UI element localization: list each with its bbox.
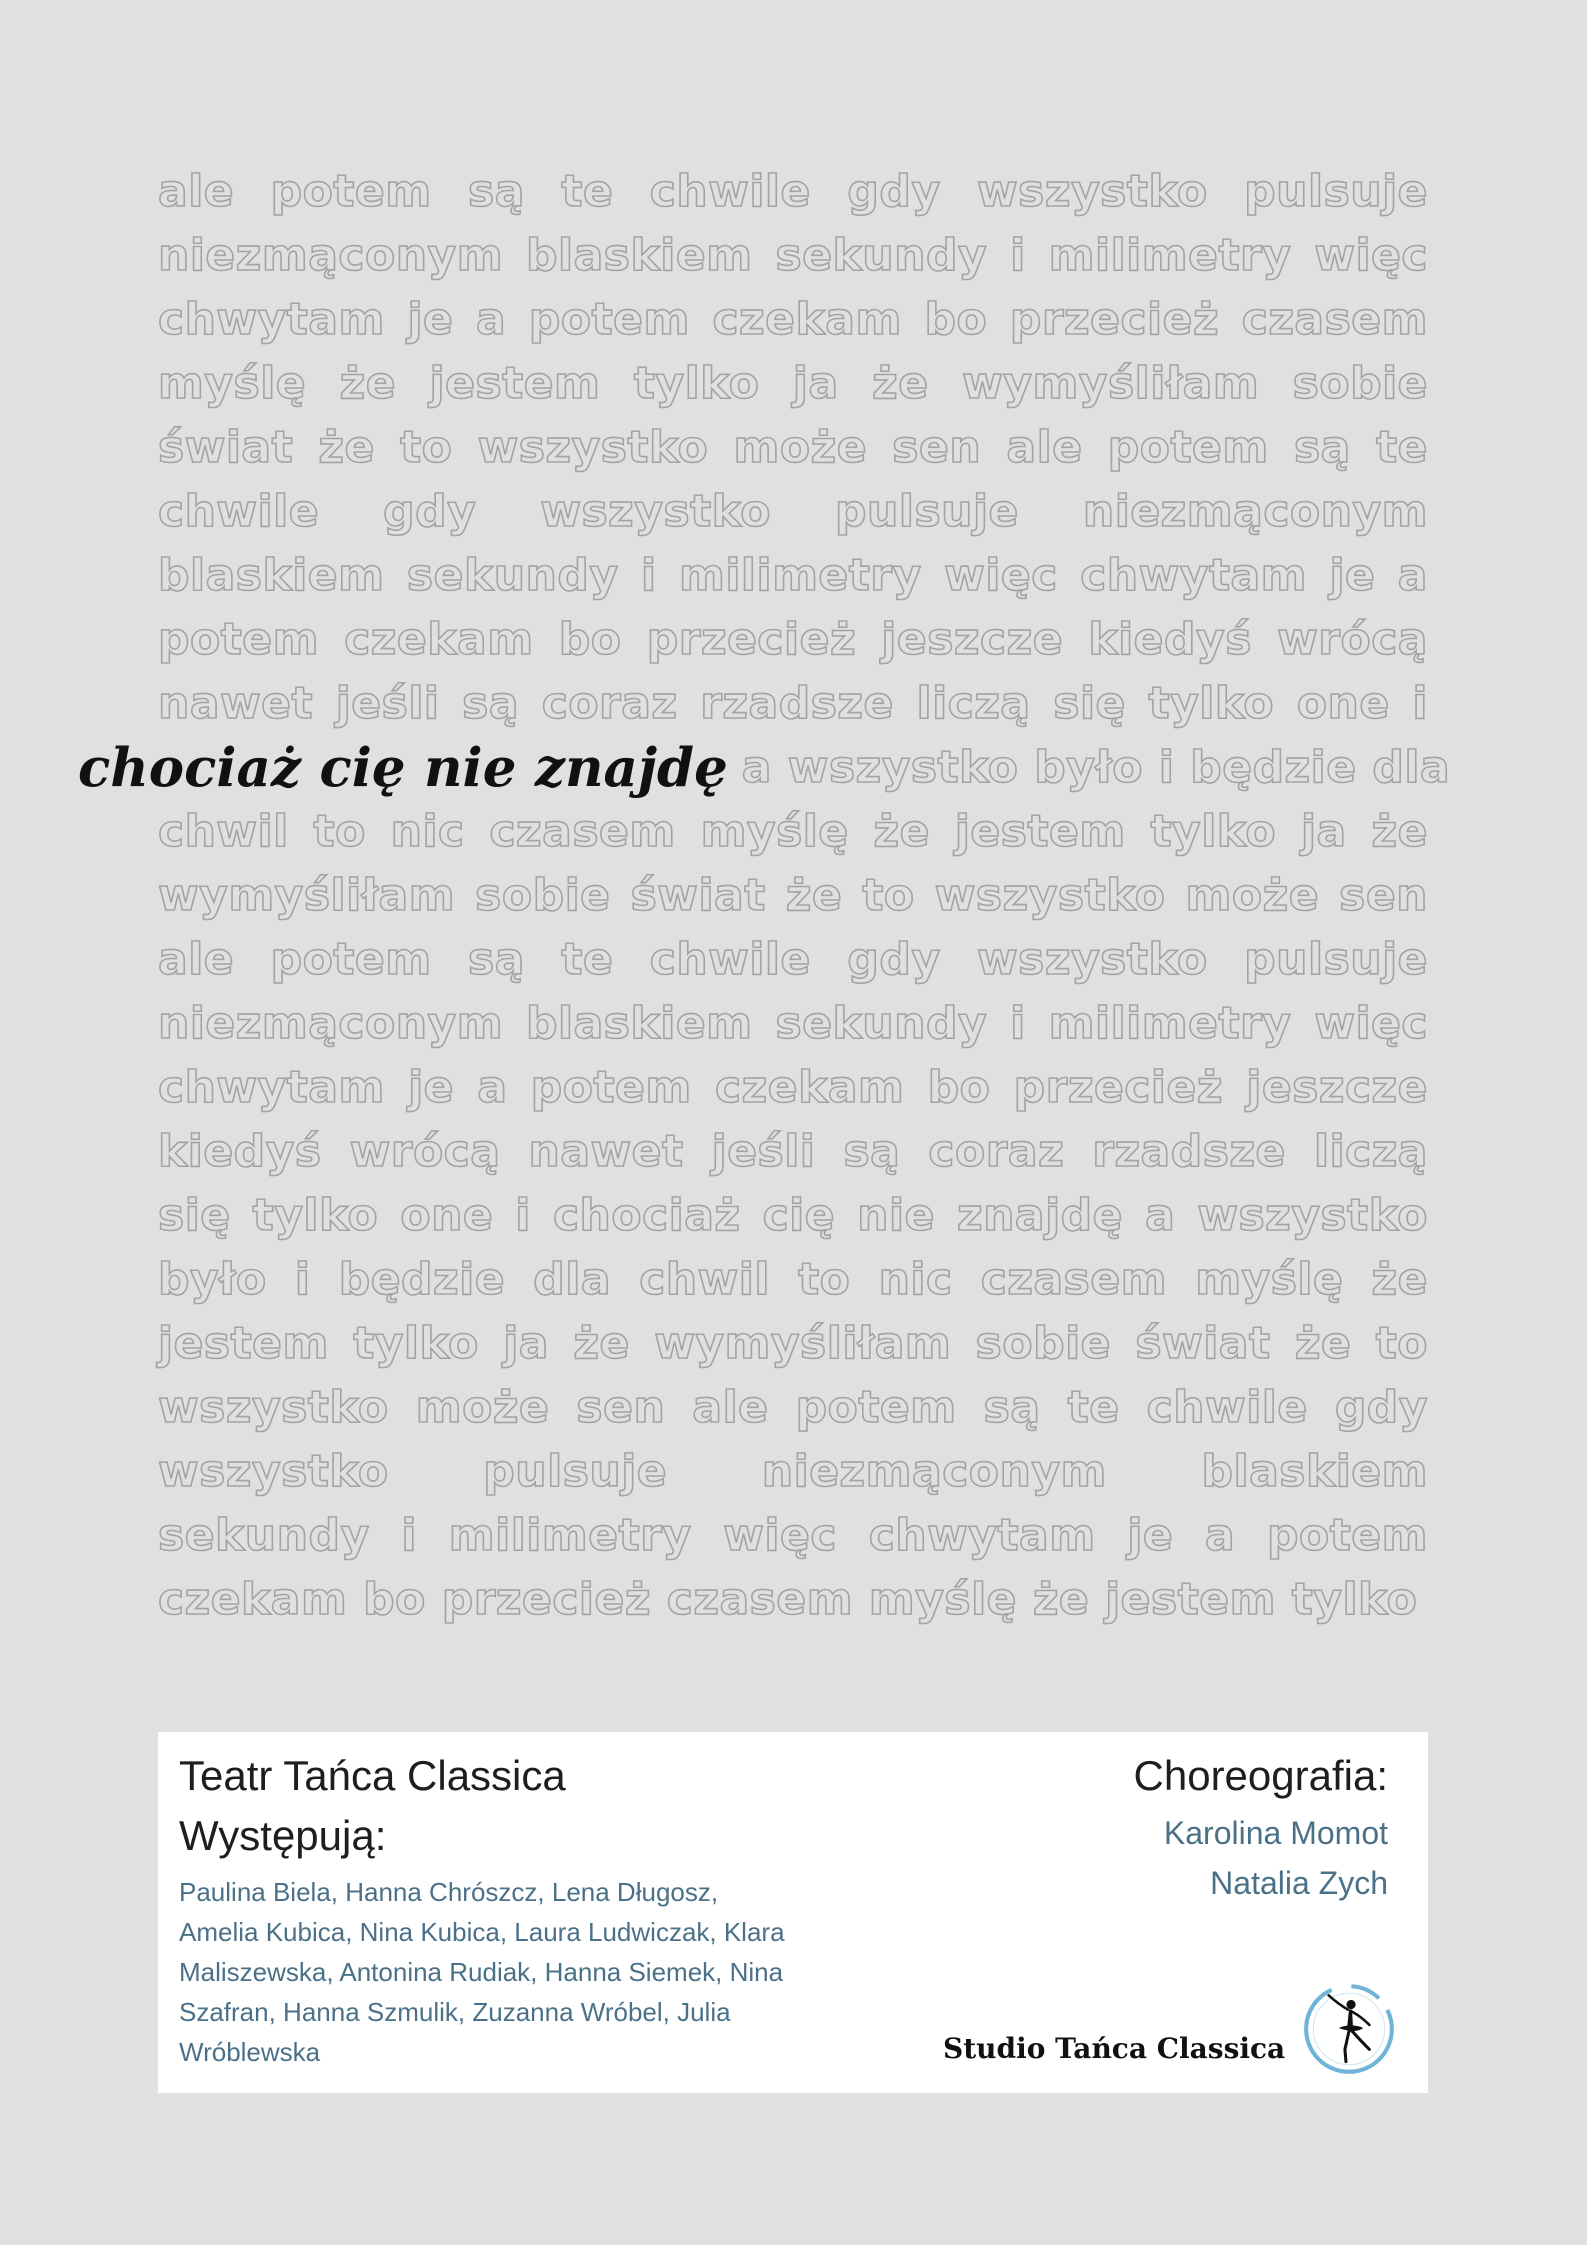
poem-line: było i będzie dla chwil to nic czasem myślę że — [158, 1254, 1428, 1305]
performers-list — [179, 1872, 869, 2072]
poem-line: wymyśliłam sobie świat że to wszystko może sen — [158, 870, 1428, 921]
highlighted-phrase: chociaż cię nie znajdę — [78, 737, 728, 799]
poem-line: sekundy i milimetry więc chwytam je a potem — [158, 1510, 1428, 1561]
ballerina-logo-icon — [1298, 1978, 1400, 2080]
poem-line: niezmąconym blaskiem sekundy i milimetry więc — [158, 230, 1428, 281]
company-name: Teatr Tańca Classica — [179, 1752, 566, 1799]
performers-line: Szafran, Hanna Szmulik, Zuzanna Wróbel, Julia — [179, 1997, 731, 2027]
poem-line: blaskiem sekundy i milimetry więc chwytam je a — [158, 550, 1428, 601]
performers-heading: Występują: — [179, 1812, 387, 1859]
poem-line: chwytam je a potem czekam bo przecież czasem — [158, 294, 1428, 345]
choreography-heading: Choreografia: — [1133, 1752, 1388, 1799]
poem-line: czekam bo przecież czasem myślę że jestem tylko — [158, 1574, 1418, 1625]
poem-line: chwytam je a potem czekam bo przecież jeszcze — [158, 1062, 1428, 1113]
poem-line-remainder: a wszystko było i będzie dla — [741, 742, 1451, 793]
poem-line: ale potem są te chwile gdy wszystko pulsuje — [158, 166, 1428, 217]
choreographers-list — [1164, 1808, 1388, 1908]
poem-line: nawet jeśli są coraz rzadsze liczą się tylko one i — [158, 678, 1428, 729]
performers-line: Amelia Kubica, Nina Kubica, Laura Ludwiczak, Klara — [179, 1917, 785, 1947]
performers-line: Maliszewska, Antonina Rudiak, Hanna Siemek, Nina — [179, 1957, 784, 1987]
poem-line: chwile gdy wszystko pulsuje niezmąconym — [158, 486, 1428, 537]
choreographer-name: Karolina Momot — [1163, 1815, 1388, 1851]
performers-line: Paulina Biela, Hanna Chrószcz, Lena Długosz, — [179, 1877, 719, 1907]
poem-line: jestem tylko ja że wymyśliłam sobie świat że to — [158, 1318, 1428, 1369]
poem-line: świat że to wszystko może sen ale potem są te — [158, 422, 1428, 473]
poem-line: wszystko pulsuje niezmąconym blaskiem — [158, 1446, 1428, 1497]
poem-line: myślę że jestem tylko ja że wymyśliłam sobie — [158, 358, 1428, 409]
choreographer-name: Natalia Zych — [1210, 1865, 1388, 1901]
poem-line: kiedyś wrócą nawet jeśli są coraz rzadsze liczą — [158, 1126, 1428, 1177]
poem-line: potem czekam bo przecież jeszcze kiedyś wrócą — [158, 614, 1428, 665]
poem-line: chwil to nic czasem myślę że jestem tylko ja że — [158, 806, 1428, 857]
poem-line: się tylko one i chociaż cię nie znajdę a wszystko — [158, 1190, 1428, 1241]
poem-highlight-line — [78, 736, 1451, 800]
studio-name: Studio Tańca Classica — [943, 2032, 1286, 2065]
performers-line: Wróblewska — [179, 2037, 321, 2067]
poem-line: ale potem są te chwile gdy wszystko pulsuje — [158, 934, 1428, 985]
poem-line: wszystko może sen ale potem są te chwile gdy — [158, 1382, 1428, 1433]
credits-panel — [158, 1732, 1428, 2093]
poem-text-block — [78, 160, 1451, 1632]
poem-line: niezmąconym blaskiem sekundy i milimetry więc — [158, 998, 1428, 1049]
